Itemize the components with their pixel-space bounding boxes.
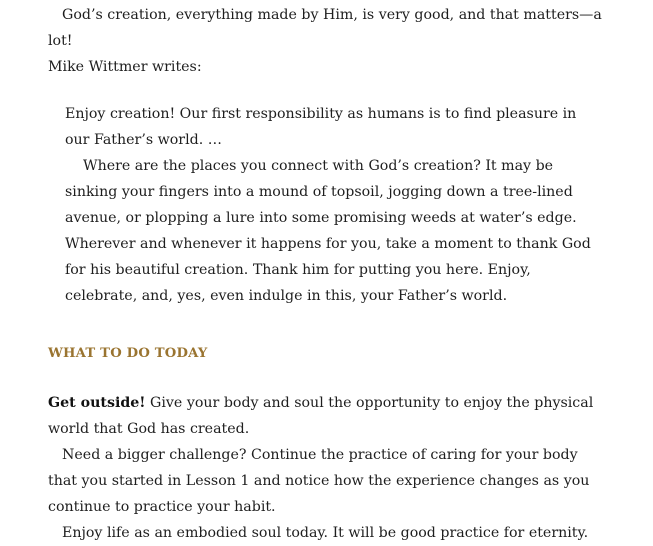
- lead-text: Give your body and soul the opportunity to enjoy the physical world that God has created.: [48, 395, 594, 437]
- section-heading: WHAT TO DO TODAY: [48, 346, 208, 361]
- lead-label: Get outside!: [48, 395, 146, 411]
- quote-paragraph-2: Where are the places you connect with God’s creation? It may be sinking your fingers into a mound of topsoil, jogging down a tree-lined avenue, or plopping a lure into some promising weeds at water’s edge. Wherever and whenever it happens for you, take a moment to thank God for his beautiful creation. Thank him for putting you here. Enjoy, celebrate, and, yes, even indulge in this, your Father’s world.: [65, 158, 591, 304]
- section-paragraph-3: Enjoy life as an embodied soul today. It will be good practice for eternity.: [62, 525, 589, 541]
- block-quote: [65, 101, 591, 309]
- attribution-line: Mike Wittmer writes:: [48, 59, 202, 75]
- intro-paragraph: God’s creation, everything made by Him, is very good, and that matters—a lot!: [48, 7, 602, 49]
- document-page: [48, 2, 606, 546]
- quote-paragraph-1: Enjoy creation! Our first responsibility as humans is to find pleasure in our Father’s world. …: [65, 106, 577, 148]
- section-paragraph-2: Need a bigger challenge? Continue the practice of caring for your body that you started in Lesson 1 and notice how the experience changes as you continue to practice your habit.: [48, 447, 590, 515]
- section-paragraph-1: [48, 390, 606, 442]
